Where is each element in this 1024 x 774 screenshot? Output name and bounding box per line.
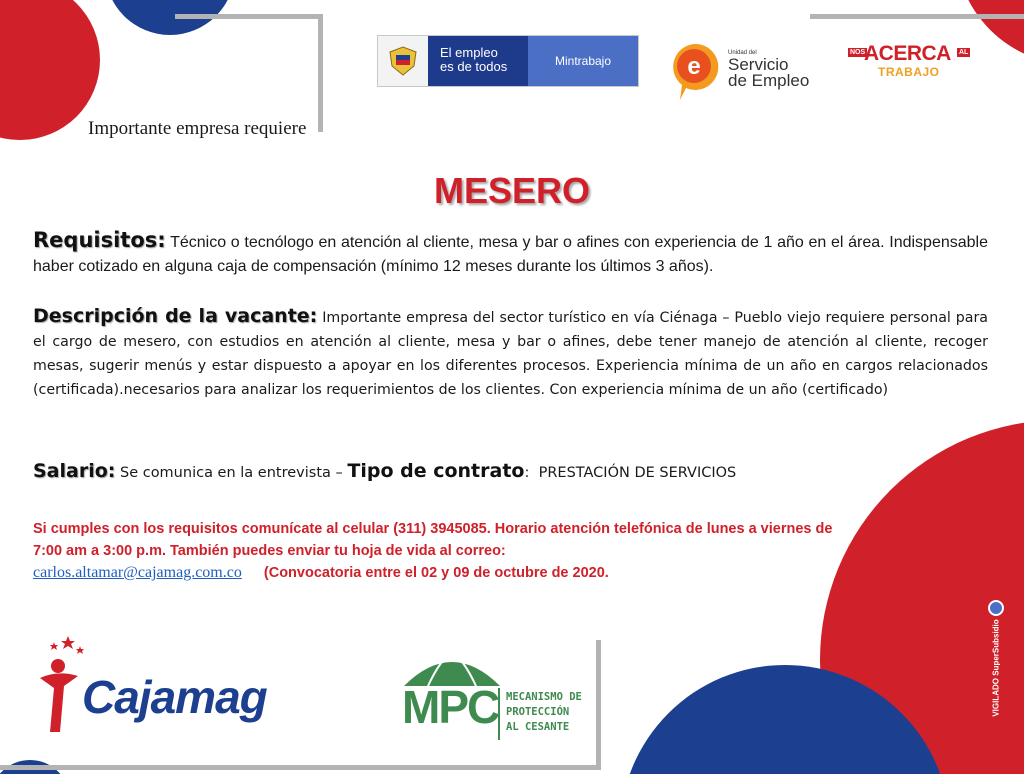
svg-text:e: e — [687, 53, 701, 80]
ministry-name: Mintrabajo — [554, 54, 612, 68]
salario-section — [33, 460, 988, 482]
contrato-text: PRESTACIÓN DE SERVICIOS — [538, 465, 737, 481]
requisitos-section — [33, 228, 988, 279]
acerca-trabajo-word: TRABAJO — [878, 65, 940, 79]
cajamag-figure-icon — [30, 632, 90, 742]
requisitos-label: Requisitos: — [33, 228, 166, 252]
mpc-text-line1: MECANISMO DE — [506, 691, 582, 703]
coat-of-arms-icon — [378, 36, 428, 86]
convocatoria-text: (Convocatoria entre el 02 y 09 de octubre de 2020. — [263, 565, 609, 581]
cajamag-logo — [30, 632, 320, 742]
frame-line-top-right — [810, 14, 1024, 19]
mpc-text-line3: AL CESANTE — [506, 721, 570, 733]
gov-slogan-line2: es de todos — [440, 59, 508, 74]
mpc-text-line2: PROTECCIÓN — [506, 706, 570, 718]
gov-slogan-line1: El empleo — [440, 45, 498, 60]
acerca-nos-badge: NOS — [850, 49, 866, 56]
gov-slogan-box — [428, 36, 528, 86]
vigilado-text: VIGILADO SuperSubsidio — [991, 619, 1001, 717]
contrato-label: Tipo de contrato — [347, 460, 525, 482]
contact-section — [33, 518, 863, 584]
acerca-al-badge: AL — [959, 49, 969, 56]
e-bubble-icon — [668, 42, 720, 102]
servicio-line2: de Empleo — [728, 71, 810, 90]
descripcion-label: Descripción de la vacante: — [33, 305, 318, 327]
ministry-box — [528, 36, 638, 86]
email-link[interactable]: carlos.altamar@cajamag.com.co — [33, 564, 242, 581]
top-left-red-circle — [0, 0, 100, 140]
descripcion-section — [33, 304, 988, 402]
headline: Importante empresa requiere — [88, 118, 307, 139]
cajamag-wordmark: Cajamag — [82, 671, 267, 723]
requisitos-text: Técnico o tecnólogo en atención al cliente, mesa y bar o afines con experiencia de 1 año en el área. Indispensable haber cotizado en alguna caja de compensación (mínimo 12 meses durante los últimos 3 años). — [33, 234, 988, 275]
contact-text: Si cumples con los requisitos comunícate al celular (311) 3945085. Horario atención telefónica de lunes a viernes de 7:00 am a 3:00 p.m. También puedes enviar tu hoja de vida al correo: — [33, 521, 833, 559]
frame-line-top-left — [175, 14, 323, 19]
frame-line-top-left-vertical — [318, 14, 323, 132]
mpc-letters: MPC — [402, 681, 499, 733]
vigilado-badge — [982, 598, 1012, 738]
salario-text: Se comunica en la entrevista – — [119, 465, 343, 481]
servicio-empleo-logo — [668, 40, 828, 102]
mpc-logo — [402, 648, 592, 748]
contrato-colon: : — [524, 465, 530, 481]
servicio-line1: Servicio — [728, 55, 789, 74]
mpc-text — [506, 690, 582, 735]
vigilado-circle-icon — [988, 600, 1004, 616]
salario-label: Salario: — [33, 460, 116, 482]
servicio-small-label: Unidad del — [728, 50, 757, 56]
gov-logo — [377, 35, 639, 87]
frame-line-bottom-left-vertical — [596, 640, 601, 770]
frame-line-bottom-left — [0, 765, 600, 770]
mpc-divider — [498, 688, 500, 740]
acerca-trabajo-logo — [848, 44, 978, 84]
job-title: MESERO — [433, 170, 591, 211]
acerca-main-word: ACERCA — [864, 42, 951, 65]
descripcion-text: Importante empresa del sector turístico en vía Ciénaga – Pueblo viejo requiere personal para el cargo de mesero, con estudios en atención al cliente, mesa y bar o afines, debe tener manejo de atención al cliente, recoger mesas, sugerir menús y estar dispuesto a apoyar en los diferentes procesos. Experiencia mínima de un año en cargos relacionados (certificada).necesarios para analizar los requerimientos de los clientes. Con experiencia mínima de un año (certificado) — [33, 310, 988, 398]
